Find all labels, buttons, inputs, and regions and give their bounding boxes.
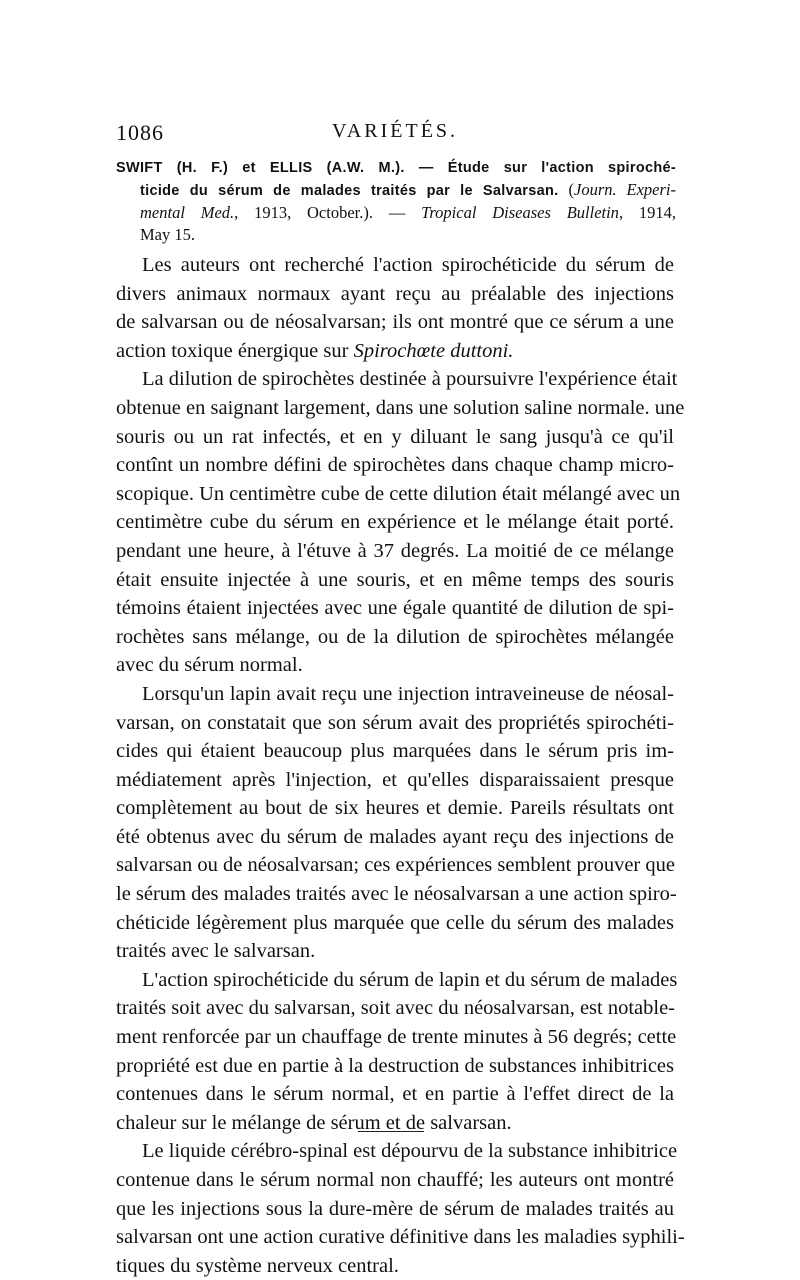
text-run: ment renforcée par un chauffage de trente minutes à 56 degrés; cette	[116, 1026, 677, 1049]
text-run: médiatement après l'injection, et qu'elles disparaissaient presque	[116, 768, 674, 791]
italic-text: Tropical Diseases Bulletin	[421, 203, 619, 222]
text-line	[116, 680, 674, 709]
text-line	[116, 1195, 674, 1224]
text-line	[116, 451, 674, 480]
text-run: été obtenus avec du sérum de malades ayant reçu des injections de	[116, 825, 674, 848]
text-line	[116, 623, 674, 652]
citation-line	[116, 224, 676, 246]
text-run: rochètes sans mélange, ou de la dilution de spirochètes mélangée	[116, 625, 674, 648]
text-line	[116, 508, 674, 537]
text-run: cides qui étaient beaucoup plus marquées dans le sérum pris im-	[116, 740, 674, 763]
text-run: , 1913, October.). —	[234, 203, 422, 222]
text-run: traités soit avec du salvarsan, soit avec du néosalvarsan, est notable-	[116, 997, 676, 1020]
text-run: action toxique énergique sur	[116, 339, 354, 362]
bold-text: ticide du sérum de malades traités par le Salvarsan.	[140, 183, 569, 199]
text-line	[116, 308, 674, 337]
running-head	[116, 120, 674, 150]
text-run: salvarsan ou de néosalvarsan; ces expériences semblent prouver que	[116, 854, 675, 877]
text-line	[116, 594, 674, 623]
text-line	[116, 480, 681, 509]
text-line	[116, 737, 674, 766]
text-line	[116, 1023, 677, 1052]
text-run: contenue dans le sérum normal non chauffé; les auteurs ont montré	[116, 1169, 674, 1191]
text-line	[116, 937, 674, 966]
text-run: May 15.	[140, 225, 195, 244]
text-line	[116, 1137, 678, 1166]
text-run: tiques du système nerveux central.	[116, 1254, 399, 1277]
text-run: Le liquide cérébro-spinal est dépourvu de la substance inhibitrice	[142, 1140, 678, 1163]
text-run: propriété est due en partie à la destruction de substances inhibitrices	[116, 1054, 674, 1077]
text-line	[116, 651, 674, 680]
text-run: le sérum des malades traités avec le néosalvarsan a une action spiro-	[116, 883, 677, 906]
italic-text: mental Med.	[140, 203, 235, 222]
text-run: contînt un nombre défini de spirochètes dans chaque champ micro-	[116, 454, 674, 477]
text-run: Les auteurs ont recherché l'action spirochéticide du sérum de	[142, 254, 674, 276]
article-body	[116, 251, 685, 1280]
text-run: contenues dans le sérum normal, et en partie à l'effet direct de la	[116, 1083, 674, 1106]
text-run: scopique. Un centimètre cube de cette dilution était mélangé avec un	[116, 482, 681, 505]
text-run: Lorsqu'un lapin avait reçu une injection intraveineuse de néosal-	[142, 682, 674, 705]
citation-line	[116, 202, 676, 224]
text-run: pendant une heure, à l'étuve à 37 degrés. La moitié de ce mélange	[116, 539, 674, 562]
text-line	[116, 1052, 674, 1081]
text-run: divers animaux normaux ayant reçu au préalable des injections	[116, 282, 674, 305]
text-line	[116, 880, 677, 909]
bibliographic-citation	[116, 156, 676, 246]
text-line	[116, 1166, 674, 1195]
text-line	[116, 766, 674, 795]
text-run: de salvarsan ou de néosalvarsan; ils ont montré que ce sérum a une	[116, 311, 674, 334]
bold-text: SWIFT (H. F.) et ELLIS (A.W. M.). — Étude sur l'action spiroché-	[116, 160, 676, 176]
text-run: varsan, on constatait que son sérum avait des propriétés spirochéti-	[116, 711, 674, 734]
text-line	[116, 709, 674, 738]
running-title: VARIÉTÉS.	[331, 120, 459, 142]
paragraph	[116, 680, 677, 966]
text-line	[116, 365, 678, 394]
page-number: 1086	[116, 120, 164, 145]
text-line	[116, 394, 685, 423]
text-run: salvarsan ont une action curative définitive dans les maladies syphili-	[116, 1226, 685, 1249]
text-run: était ensuite injectée à une souris, et en même temps des souris	[116, 568, 674, 591]
italic-text: Journ. Experi-	[574, 180, 676, 199]
text-line	[116, 1223, 685, 1252]
text-run: chaleur sur le mélange de sérum et de salvarsan.	[116, 1111, 512, 1134]
italic-text: Spirochœte duttoni.	[353, 339, 514, 362]
text-line	[116, 566, 674, 595]
text-run: chéticide légèrement plus marquée que celle du sérum des malades	[116, 911, 674, 934]
text-line	[116, 1080, 674, 1109]
text-run: avec du sérum normal.	[116, 654, 303, 677]
citation-line	[116, 156, 676, 179]
text-line	[116, 823, 674, 852]
paragraph	[116, 966, 678, 1138]
text-line	[116, 794, 674, 823]
text-run: centimètre cube du sérum en expérience et le mélange était porté.	[116, 511, 674, 534]
paragraph	[116, 251, 674, 365]
text-run: témoins étaient injectées avec une égale quantité de dilution de spi-	[116, 597, 674, 620]
text-run: que les injections sous la dure-mère de sérum de malades traités au	[116, 1197, 674, 1220]
paragraph	[116, 365, 685, 680]
text-line	[116, 537, 674, 566]
text-run: La dilution de spirochètes destinée à poursuivre l'expérience était	[142, 368, 678, 391]
text-line	[116, 251, 674, 280]
text-line	[116, 280, 674, 309]
text-run: , 1914,	[618, 203, 676, 222]
text-run: L'action spirochéticide du sérum de lapin et du sérum de malades	[142, 968, 678, 991]
text-line	[116, 337, 674, 366]
text-run: (	[568, 180, 575, 199]
text-line	[116, 1109, 674, 1138]
paragraph	[116, 1137, 685, 1280]
end-rule	[358, 1131, 424, 1132]
text-line	[116, 1252, 674, 1280]
text-line	[116, 909, 674, 938]
text-run: souris ou un rat infectés, et en y diluant le sang jusqu'à ce qu'il	[116, 425, 674, 448]
text-line	[116, 423, 674, 452]
citation-line	[116, 179, 676, 202]
text-line	[116, 851, 674, 880]
text-run: traités avec le salvarsan.	[116, 940, 316, 963]
text-line	[116, 966, 678, 995]
text-run: obtenue en saignant largement, dans une solution saline normale. une	[116, 396, 685, 419]
text-run: complètement au bout de six heures et demie. Pareils résultats ont	[116, 797, 674, 820]
text-line	[116, 994, 674, 1023]
